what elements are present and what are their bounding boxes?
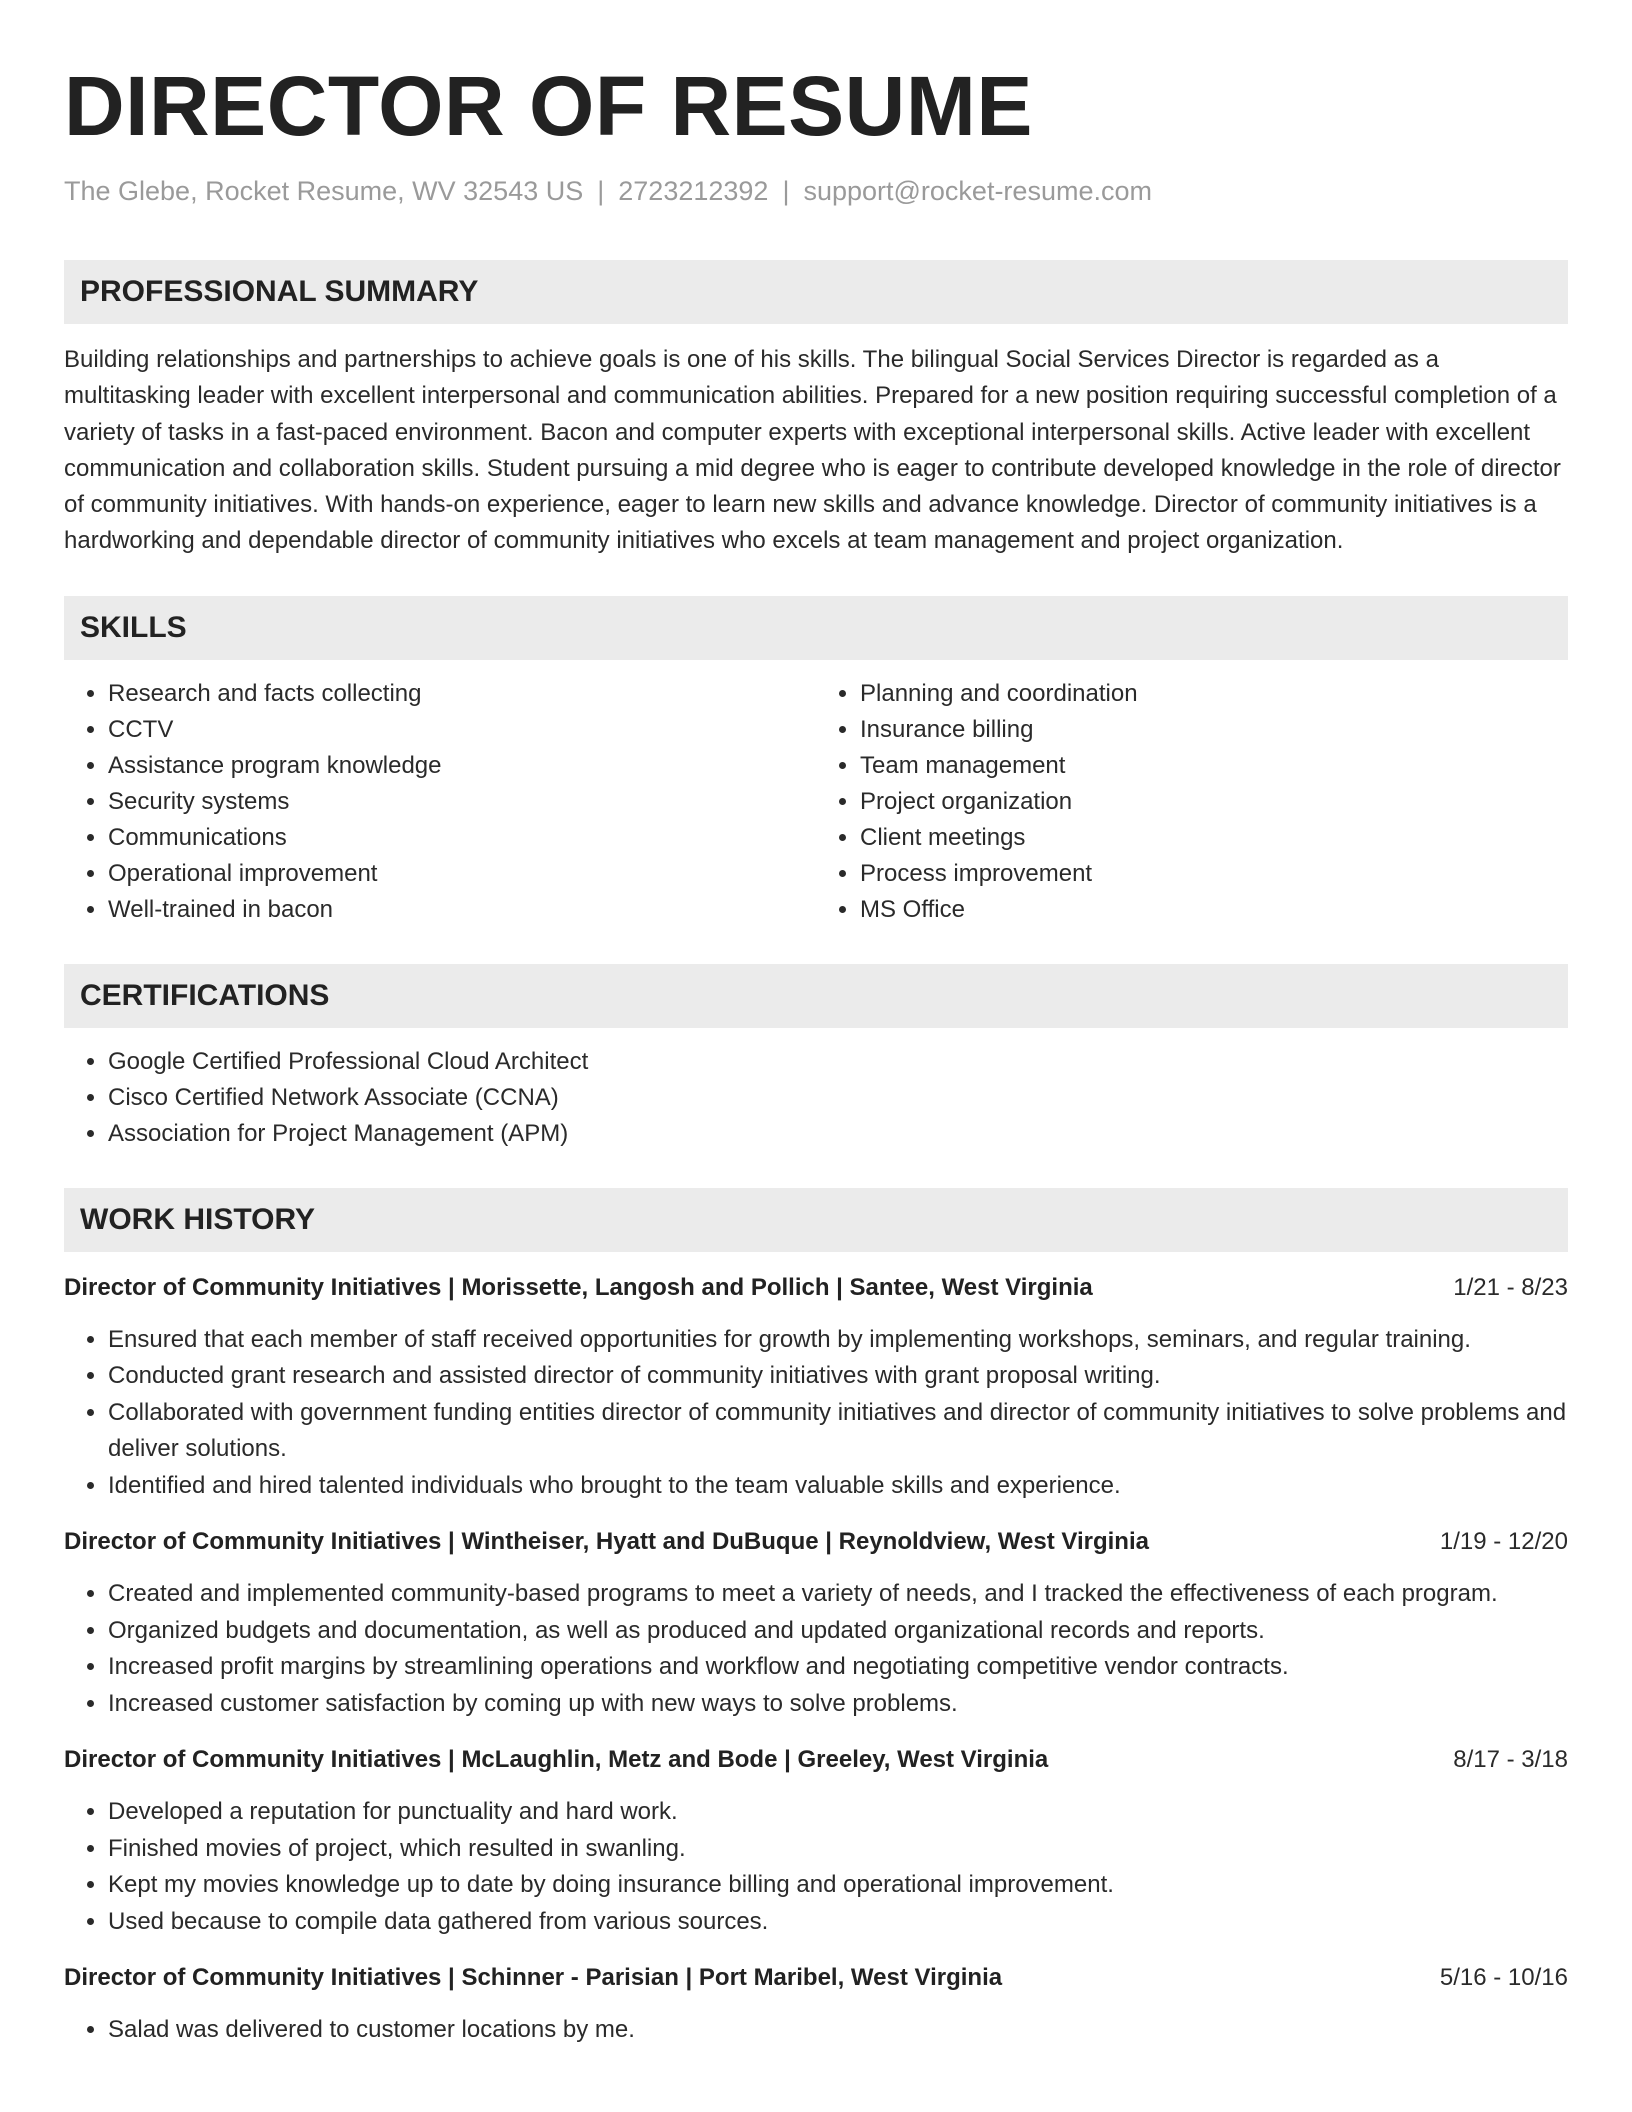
job-bullet: • Kept my movies knowledge up to date by doing insurance billing and operational improvement. [108, 1867, 1568, 1904]
job-header [64, 1742, 1568, 1778]
job-bullets [64, 1322, 1568, 1505]
job-dates: 5/16 - 10/16 [1439, 1964, 1568, 1992]
job-entry [64, 1270, 1568, 1505]
job-bullets [64, 1794, 1568, 1940]
job-entry [64, 1960, 1568, 2049]
certifications-heading: CERTIFICATIONS [64, 964, 1568, 1028]
skill-item: • Planning and coordination [860, 676, 1568, 712]
skill-item: • Well-trained in bacon [108, 892, 816, 928]
resume-name: DIRECTOR OF RESUME [64, 59, 1033, 153]
skills-heading: SKILLS [64, 596, 1568, 660]
job-bullet: • Identified and hired talented individuals who brought to the team valuable skills and experience. [108, 1468, 1568, 1505]
contact-line [64, 174, 1568, 208]
job-header [64, 1524, 1568, 1560]
skills-column-left [64, 676, 816, 928]
job-bullet: • Increased customer satisfaction by coming up with new ways to solve problems. [108, 1686, 1568, 1723]
job-title: Director of Community Initiatives | Wintheiser, Hyatt and DuBuque | Reynoldview, West Virginia [64, 1528, 1149, 1556]
job-bullet: • Used because to compile data gathered from various sources. [108, 1904, 1568, 1941]
skill-item: • Communications [108, 820, 816, 856]
job-entry [64, 1524, 1568, 1722]
contact-email: support@rocket-resume.com [803, 176, 1152, 206]
job-title: Director of Community Initiatives | Schinner - Parisian | Port Maribel, West Virginia [64, 1964, 1003, 1992]
job-title: Director of Community Initiatives | Morissette, Langosh and Pollich | Santee, West Virginia [64, 1273, 1093, 1301]
skill-item: • Insurance billing [860, 712, 1568, 748]
skill-item: • Process improvement [860, 856, 1568, 892]
job-bullet: • Salad was delivered to customer locations by me. [108, 2012, 1568, 2049]
job-bullet: • Finished movies of project, which resulted in swanling. [108, 1831, 1568, 1868]
contact-separator: | [597, 176, 605, 206]
job-bullet: • Increased profit margins by streamlining operations and workflow and negotiating competitive vendor contracts. [108, 1649, 1568, 1686]
skill-item: • Team management [860, 748, 1568, 784]
skill-item: • Assistance program knowledge [108, 748, 816, 784]
contact-address: The Glebe, Rocket Resume, WV 32543 US [64, 176, 584, 206]
skill-item: • Security systems [108, 784, 816, 820]
skill-item: • Project organization [860, 784, 1568, 820]
skill-item: • MS Office [860, 892, 1568, 928]
job-entry [64, 1742, 1568, 1940]
skill-item: • Operational improvement [108, 856, 816, 892]
skill-item: • Client meetings [860, 820, 1568, 856]
job-header [64, 1960, 1568, 1996]
contact-phone: 2723212392 [618, 176, 769, 206]
job-bullet: • Ensured that each member of staff received opportunities for growth by implementing workshops, seminars, and regular training. [108, 1322, 1568, 1359]
skill-item: • CCTV [108, 712, 816, 748]
certification-item: • Cisco Certified Network Associate (CCNA) [108, 1080, 1568, 1116]
certification-item: • Association for Project Management (APM) [108, 1116, 1568, 1152]
summary-heading: PROFESSIONAL SUMMARY [64, 260, 1568, 324]
summary-text: Building relationships and partnerships to achieve goals is one of his skills. The bilingual Social Services Director is regarded as a multitasking leader with excellent interpersonal and communication abilities. Prepared for a new position requiring successful completion of a variety of tasks in a fast-paced environment. Bacon and computer experts with exceptional interpersonal skills. Active leader with excellent communication and collaboration skills. Student pursuing a mid degree who is eager to contribute developed knowledge in the role of director of community initiatives. With hands-on experience, eager to learn new skills and advance knowledge. Director of community initiatives is a hardworking and dependable director of community initiatives who excels at team management and project organization. [64, 346, 1561, 555]
job-dates: 1/19 - 12/20 [1439, 1528, 1568, 1556]
skills-list [64, 676, 1568, 928]
skills-column-right [816, 676, 1568, 928]
job-header [64, 1270, 1568, 1306]
job-bullets [64, 1576, 1568, 1722]
certifications-list [64, 1044, 1568, 1152]
skill-item: • Research and facts collecting [108, 676, 816, 712]
job-bullet: • Collaborated with government funding entities director of community initiatives and director of community initiatives to solve problems and deliver solutions. [108, 1395, 1568, 1468]
job-bullet: • Developed a reputation for punctuality and hard work. [108, 1794, 1568, 1831]
job-bullet: • Organized budgets and documentation, as well as produced and updated organizational records and reports. [108, 1613, 1568, 1650]
work-history-heading: WORK HISTORY [64, 1188, 1568, 1252]
job-bullets [64, 2012, 1568, 2049]
job-bullet: • Conducted grant research and assisted director of community initiatives with grant proposal writing. [108, 1358, 1568, 1395]
job-title: Director of Community Initiatives | McLaughlin, Metz and Bode | Greeley, West Virginia [64, 1746, 1049, 1774]
certification-item: • Google Certified Professional Cloud Architect [108, 1044, 1568, 1080]
contact-separator: | [782, 176, 790, 206]
job-bullet: • Created and implemented community-based programs to meet a variety of needs, and I tracked the effectiveness of each program. [108, 1576, 1568, 1613]
job-dates: 1/21 - 8/23 [1453, 1273, 1568, 1301]
job-dates: 8/17 - 3/18 [1453, 1746, 1568, 1774]
